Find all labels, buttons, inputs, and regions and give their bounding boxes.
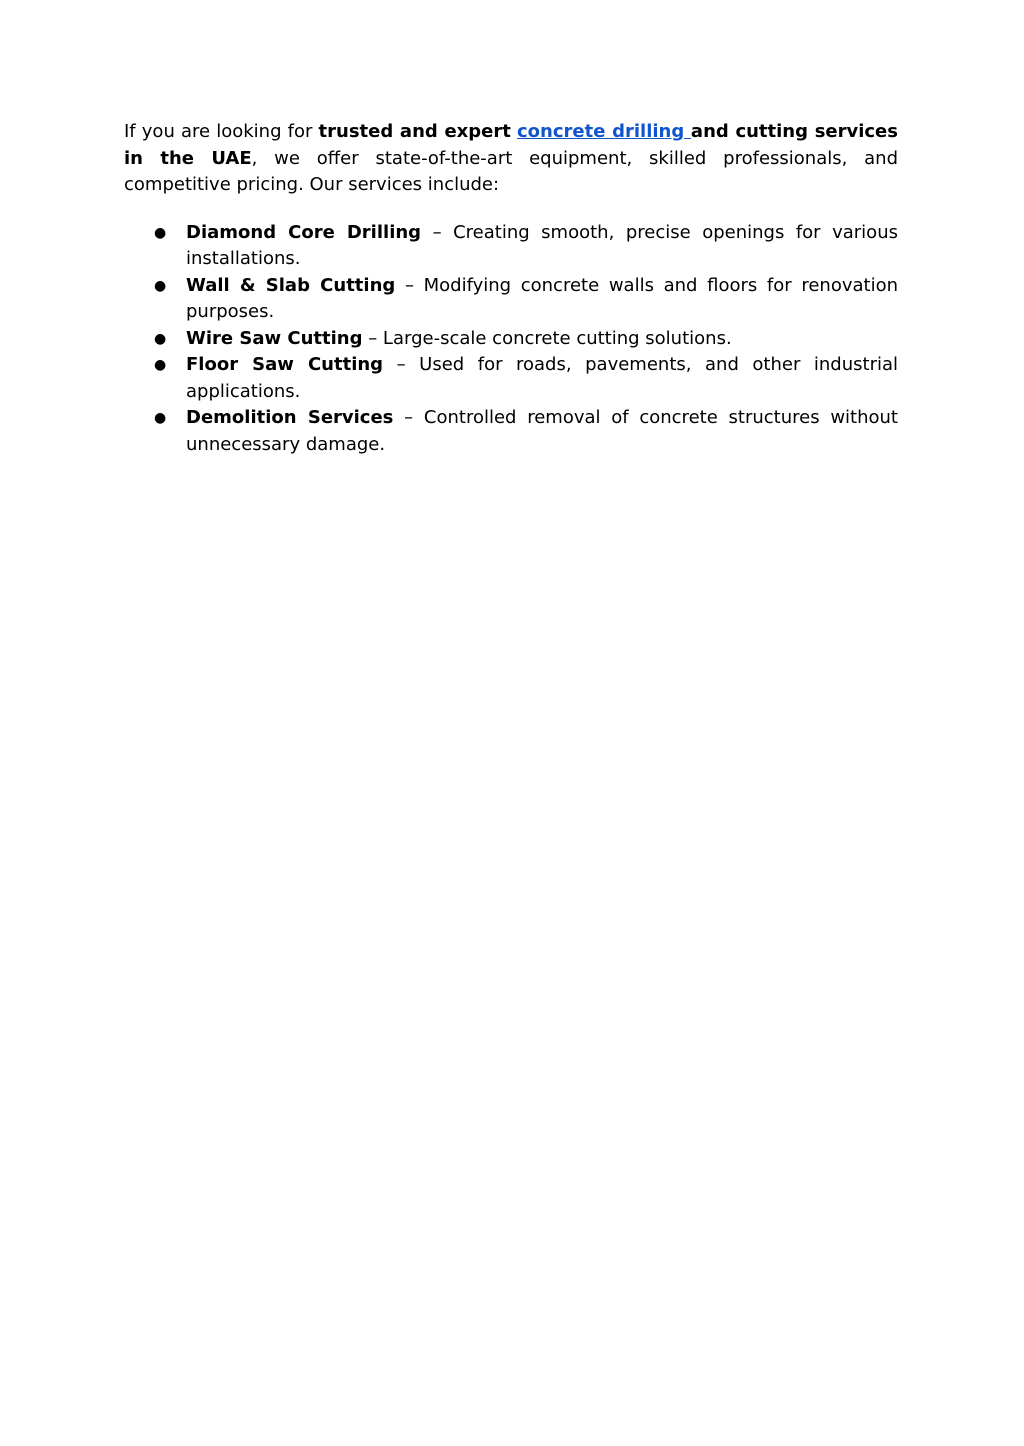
list-item: [124, 273, 898, 326]
services-list: [124, 220, 898, 459]
service-name: Wire Saw Cutting: [186, 327, 363, 349]
service-description: – Modifying concrete walls and floors for renovation purposes.: [186, 274, 898, 322]
list-item: [124, 405, 898, 458]
concrete-drilling-link[interactable]: concrete drilling: [517, 121, 691, 142]
bullet-icon: ●: [154, 410, 167, 426]
list-item: [124, 326, 898, 353]
intro-paragraph: [124, 119, 898, 199]
service-description: – Controlled removal of concrete structures without unnecessary damage.: [186, 407, 898, 455]
bullet-icon: ●: [154, 357, 167, 373]
service-description: – Used for roads, pavements, and other industrial applications.: [186, 354, 899, 402]
intro-bold-phrase: trusted and expert: [318, 121, 511, 142]
intro-bold-services: and cutting services in the UAE: [124, 121, 898, 169]
document-page: [124, 119, 898, 458]
list-item: [124, 220, 898, 273]
service-description: – Creating smooth, precise openings for various installations.: [186, 221, 898, 269]
bullet-icon: ●: [154, 330, 167, 347]
service-name: Floor Saw Cutting: [186, 354, 384, 375]
service-name: Diamond Core Drilling: [186, 221, 422, 243]
service-description: – Large-scale concrete cutting solutions.: [362, 327, 732, 349]
list-item: [124, 352, 898, 405]
intro-lead-text: If you are looking for: [124, 121, 319, 142]
bullet-icon: ●: [154, 277, 167, 294]
service-name: Demolition Services: [186, 407, 394, 428]
bullet-icon: ●: [154, 224, 167, 241]
intro-rest-text: , we offer state-of-the-art equipment, skilled professionals, and competitive pricing. Our services include:: [124, 147, 899, 195]
service-name: Wall & Slab Cutting: [186, 274, 396, 296]
